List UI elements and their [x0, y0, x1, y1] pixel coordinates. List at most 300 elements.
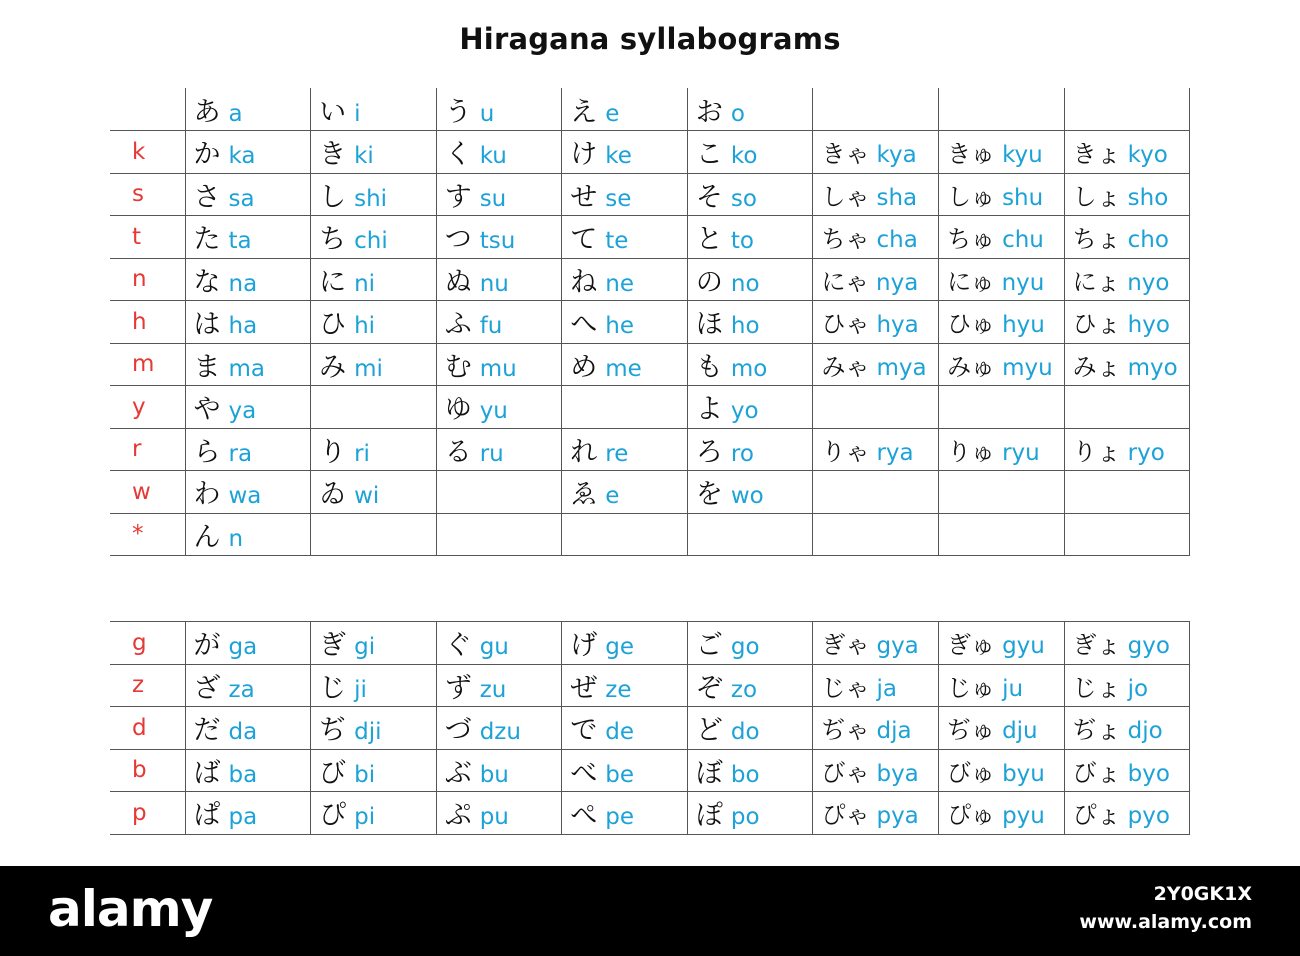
- romaji-reading: no: [730, 270, 760, 297]
- kana-cell: [185, 664, 311, 707]
- kana-glyph: ぎゅ: [947, 631, 996, 660]
- romaji-reading: bo: [730, 761, 760, 788]
- kana-cell: [1064, 664, 1190, 707]
- romaji-reading: djo: [1127, 718, 1163, 745]
- kana-row: [110, 428, 1190, 471]
- kana-glyph: さ: [193, 181, 221, 213]
- romaji-reading: me: [605, 355, 642, 382]
- romaji-reading: gi: [354, 634, 376, 661]
- romaji-reading: dja: [876, 718, 912, 745]
- kana-cell: [1064, 258, 1190, 301]
- kana-cell: [687, 471, 813, 514]
- kana-cell: [687, 664, 813, 707]
- kana-glyph: ぞ: [695, 672, 723, 704]
- kana-cell: [436, 386, 562, 429]
- kana-glyph: へ: [570, 309, 598, 341]
- kana-row: [110, 386, 1190, 429]
- kana-cell: [311, 301, 437, 344]
- kana-glyph: う: [444, 96, 472, 128]
- row-consonant-label: d: [110, 707, 185, 750]
- romaji-reading: ri: [354, 440, 370, 467]
- kana-cell: [311, 664, 437, 707]
- kana-glyph: じょ: [1072, 673, 1121, 702]
- kana-cell: [687, 707, 813, 750]
- kana-glyph: ぴょ: [1072, 801, 1121, 830]
- kana-glyph: こ: [695, 139, 723, 171]
- kana-glyph: ば: [193, 757, 221, 789]
- kana-cell: [1064, 513, 1190, 556]
- romaji-reading: pyu: [1002, 803, 1045, 830]
- romaji-reading: ge: [605, 634, 635, 661]
- kana-cell: [562, 792, 688, 835]
- kana-glyph: き: [319, 139, 347, 171]
- kana-cell: [436, 258, 562, 301]
- kana-glyph: じゅ: [947, 673, 996, 702]
- brand-logo: alamy: [48, 880, 213, 938]
- kana-row: [110, 216, 1190, 259]
- kana-cell: [185, 707, 311, 750]
- kana-cell: [436, 622, 562, 665]
- kana-cell: [185, 428, 311, 471]
- kana-glyph: ぼ: [695, 757, 723, 789]
- kana-glyph: しょ: [1072, 182, 1121, 211]
- row-consonant-label: n: [110, 258, 185, 301]
- romaji-reading: dji: [354, 719, 382, 746]
- row-consonant-label: k: [110, 131, 185, 174]
- romaji-reading: wi: [354, 483, 380, 510]
- romaji-reading: chu: [1002, 227, 1044, 254]
- kana-glyph: ぴ: [319, 800, 347, 832]
- kana-cell: [562, 707, 688, 750]
- romaji-reading: ke: [605, 143, 632, 170]
- kana-cell: [311, 173, 437, 216]
- romaji-reading: o: [730, 100, 745, 127]
- kana-glyph: ご: [695, 630, 723, 662]
- kana-glyph: べ: [570, 757, 598, 789]
- kana-glyph: りゅ: [947, 437, 996, 466]
- kana-cell: [813, 88, 939, 131]
- kana-glyph: が: [193, 630, 221, 662]
- kana-cell: [311, 216, 437, 259]
- kana-glyph: きゃ: [821, 140, 870, 169]
- romaji-reading: ne: [605, 270, 635, 297]
- kana-cell: [1064, 471, 1190, 514]
- romaji-reading: yo: [730, 398, 759, 425]
- kana-glyph: じ: [319, 672, 347, 704]
- romaji-reading: ru: [479, 440, 504, 467]
- kana-cell: [813, 792, 939, 835]
- kana-row: [110, 258, 1190, 301]
- kana-glyph: ちゅ: [947, 225, 996, 254]
- romaji-reading: tsu: [479, 228, 516, 255]
- romaji-reading: zo: [730, 676, 758, 703]
- romaji-reading: nya: [876, 269, 919, 296]
- romaji-reading: myo: [1127, 354, 1178, 381]
- romaji-reading: nu: [479, 270, 509, 297]
- romaji-reading: ta: [228, 228, 252, 255]
- kana-cell: [939, 428, 1065, 471]
- kana-cell: [813, 301, 939, 344]
- kana-glyph: にょ: [1072, 267, 1121, 296]
- kana-glyph: む: [444, 351, 472, 383]
- kana-cell: [687, 386, 813, 429]
- romaji-reading: pa: [228, 804, 258, 831]
- kana-cell: [1064, 88, 1190, 131]
- kana-glyph: つ: [444, 224, 472, 256]
- kana-glyph: れ: [570, 436, 598, 468]
- romaji-reading: chi: [354, 228, 388, 255]
- kana-glyph: ぴゅ: [947, 801, 996, 830]
- kana-glyph: ぎ: [319, 630, 347, 662]
- kana-glyph: ざ: [193, 672, 221, 704]
- kana-glyph: ぜ: [570, 672, 598, 704]
- romaji-reading: fu: [479, 313, 503, 340]
- kana-glyph: にゃ: [821, 267, 869, 296]
- kana-glyph: け: [570, 139, 598, 171]
- site-url: www.alamy.com: [1079, 911, 1252, 933]
- kana-cell: [311, 792, 437, 835]
- kana-glyph: せ: [570, 181, 598, 213]
- kana-cell: [562, 664, 688, 707]
- kana-glyph: よ: [695, 394, 723, 426]
- kana-cell: [939, 707, 1065, 750]
- kana-glyph: ゆ: [444, 394, 472, 426]
- kana-cell: [185, 792, 311, 835]
- kana-cell: [562, 386, 688, 429]
- kana-glyph: ず: [444, 672, 472, 704]
- romaji-reading: cha: [876, 227, 918, 254]
- kana-glyph: ら: [193, 436, 221, 468]
- kana-cell: [813, 258, 939, 301]
- main-kana-table: [110, 88, 1190, 556]
- romaji-reading: nyu: [1001, 269, 1045, 296]
- kana-cell: [436, 343, 562, 386]
- kana-cell: [813, 131, 939, 174]
- kana-glyph: ひゅ: [947, 310, 996, 339]
- kana-cell: [436, 707, 562, 750]
- kana-cell: [939, 471, 1065, 514]
- romaji-reading: he: [605, 313, 635, 340]
- kana-glyph: ぺ: [570, 800, 598, 832]
- kana-cell: [185, 386, 311, 429]
- romaji-reading: te: [605, 228, 629, 255]
- kana-cell: [311, 386, 437, 429]
- image-id: 2Y0GK1X: [1153, 883, 1252, 905]
- kana-cell: [562, 88, 688, 131]
- row-consonant-label: b: [110, 749, 185, 792]
- romaji-reading: ka: [228, 143, 256, 170]
- romaji-reading: so: [730, 185, 757, 212]
- row-consonant-label: m: [110, 343, 185, 386]
- kana-glyph: て: [570, 224, 598, 256]
- kana-cell: [185, 131, 311, 174]
- kana-cell: [813, 428, 939, 471]
- romaji-reading: ku: [479, 143, 507, 170]
- kana-row: [110, 173, 1190, 216]
- kana-glyph: な: [193, 266, 221, 298]
- voiced-kana-table: [110, 621, 1190, 835]
- kana-cell: [185, 258, 311, 301]
- romaji-reading: i: [354, 100, 361, 127]
- kana-cell: [185, 749, 311, 792]
- romaji-reading: byo: [1127, 760, 1170, 787]
- kana-glyph: お: [695, 96, 723, 128]
- romaji-reading: ho: [730, 313, 760, 340]
- romaji-reading: e: [605, 100, 620, 127]
- kana-cell: [311, 88, 437, 131]
- romaji-reading: ro: [730, 440, 754, 467]
- romaji-reading: sa: [228, 185, 255, 212]
- kana-cell: [562, 131, 688, 174]
- kana-cell: [687, 343, 813, 386]
- kana-cell: [1064, 343, 1190, 386]
- kana-glyph: の: [695, 266, 723, 298]
- kana-cell: [311, 622, 437, 665]
- kana-cell: [687, 428, 813, 471]
- kana-cell: [1064, 749, 1190, 792]
- kana-glyph: み: [319, 351, 347, 383]
- romaji-reading: gu: [479, 634, 509, 661]
- kana-glyph: ね: [570, 266, 598, 298]
- kana-glyph: は: [193, 309, 221, 341]
- kana-cell: [687, 792, 813, 835]
- kana-cell: [687, 131, 813, 174]
- kana-cell: [436, 88, 562, 131]
- kana-glyph: ま: [193, 351, 221, 383]
- kana-glyph: か: [193, 139, 221, 171]
- romaji-reading: dzu: [479, 719, 521, 746]
- kana-cell: [436, 792, 562, 835]
- romaji-reading: mya: [876, 354, 927, 381]
- kana-glyph: きゅ: [947, 140, 996, 169]
- romaji-reading: cho: [1127, 227, 1169, 254]
- romaji-reading: yu: [479, 398, 508, 425]
- romaji-reading: hyu: [1002, 312, 1045, 339]
- romaji-reading: ji: [354, 676, 367, 703]
- romaji-reading: do: [730, 719, 760, 746]
- kana-cell: [939, 88, 1065, 131]
- kana-cell: [939, 216, 1065, 259]
- row-consonant-label: t: [110, 216, 185, 259]
- romaji-reading: sho: [1127, 184, 1169, 211]
- kana-glyph: ん: [193, 521, 221, 553]
- kana-cell: [562, 471, 688, 514]
- kana-cell: [813, 343, 939, 386]
- romaji-reading: za: [228, 676, 255, 703]
- romaji-reading: da: [228, 719, 258, 746]
- romaji-reading: ze: [605, 676, 632, 703]
- page-title: Hiragana syllabograms: [459, 22, 841, 56]
- kana-cell: [185, 88, 311, 131]
- row-consonant-label: z: [110, 664, 185, 707]
- kana-cell: [311, 513, 437, 556]
- kana-glyph: に: [319, 266, 347, 298]
- kana-cell: [311, 258, 437, 301]
- kana-glyph: ぽ: [695, 800, 723, 832]
- kana-cell: [185, 471, 311, 514]
- kana-cell: [939, 622, 1065, 665]
- kana-glyph: り: [319, 436, 347, 468]
- kana-row: [110, 792, 1190, 835]
- watermark-footer: [0, 866, 1300, 956]
- romaji-reading: go: [730, 634, 760, 661]
- kana-cell: [436, 428, 562, 471]
- row-consonant-label: y: [110, 386, 185, 429]
- romaji-reading: shi: [354, 185, 388, 212]
- romaji-reading: sha: [876, 184, 918, 211]
- kana-glyph: ぎょ: [1072, 631, 1121, 660]
- romaji-reading: kyo: [1127, 142, 1168, 169]
- kana-glyph: ほ: [695, 309, 723, 341]
- kana-cell: [687, 173, 813, 216]
- kana-glyph: ぶ: [444, 757, 472, 789]
- kana-glyph: ぱ: [193, 800, 221, 832]
- kana-glyph: ひゃ: [821, 310, 870, 339]
- kana-glyph: びゃ: [821, 758, 870, 787]
- kana-glyph: ぐ: [444, 630, 472, 662]
- kana-glyph: で: [570, 715, 598, 747]
- kana-cell: [1064, 301, 1190, 344]
- kana-cell: [436, 749, 562, 792]
- kana-glyph: ちゃ: [821, 225, 870, 254]
- kana-cell: [185, 622, 311, 665]
- kana-cell: [436, 301, 562, 344]
- kana-glyph: だ: [193, 715, 221, 747]
- kana-row: [110, 343, 1190, 386]
- romaji-reading: wo: [730, 483, 764, 510]
- romaji-reading: mo: [730, 355, 768, 382]
- romaji-reading: pi: [354, 804, 376, 831]
- romaji-reading: ja: [876, 675, 897, 702]
- kana-glyph: ぎゃ: [821, 631, 870, 660]
- romaji-reading: ba: [228, 761, 258, 788]
- kana-cell: [562, 216, 688, 259]
- kana-glyph: ち: [319, 224, 347, 256]
- kana-cell: [687, 216, 813, 259]
- kana-cell: [562, 749, 688, 792]
- kana-cell: [687, 513, 813, 556]
- romaji-reading: ya: [228, 398, 257, 425]
- kana-glyph: みょ: [1072, 352, 1121, 381]
- kana-glyph: や: [193, 394, 221, 426]
- kana-cell: [1064, 622, 1190, 665]
- romaji-reading: mu: [479, 355, 517, 382]
- kana-cell: [939, 173, 1065, 216]
- kana-cell: [1064, 173, 1190, 216]
- kana-cell: [562, 343, 688, 386]
- romaji-reading: nyo: [1127, 269, 1170, 296]
- kana-cell: [813, 707, 939, 750]
- kana-glyph: ぢゃ: [821, 716, 870, 745]
- kana-cell: [1064, 707, 1190, 750]
- kana-cell: [436, 471, 562, 514]
- kana-cell: [813, 622, 939, 665]
- romaji-reading: gya: [876, 633, 919, 660]
- kana-glyph: みゅ: [947, 352, 996, 381]
- row-consonant-label: w: [110, 471, 185, 514]
- kana-glyph: みゃ: [821, 352, 870, 381]
- kana-cell: [1064, 386, 1190, 429]
- romaji-reading: mi: [354, 355, 383, 382]
- kana-row: [110, 471, 1190, 514]
- kana-glyph: と: [695, 224, 723, 256]
- romaji-reading: ryu: [1002, 439, 1040, 466]
- kana-cell: [813, 664, 939, 707]
- kana-glyph: す: [444, 181, 472, 213]
- kana-glyph: ぴゃ: [821, 801, 870, 830]
- romaji-reading: hyo: [1127, 312, 1170, 339]
- kana-cell: [436, 131, 562, 174]
- kana-cell: [939, 664, 1065, 707]
- romaji-reading: pyo: [1127, 803, 1170, 830]
- kana-glyph: そ: [695, 181, 723, 213]
- kana-glyph: げ: [570, 630, 598, 662]
- kana-glyph: じゃ: [821, 673, 870, 702]
- kana-cell: [813, 386, 939, 429]
- romaji-reading: jo: [1127, 675, 1149, 702]
- kana-glyph: きょ: [1072, 140, 1121, 169]
- romaji-reading: bya: [876, 760, 919, 787]
- kana-glyph: ど: [695, 715, 723, 747]
- romaji-reading: gyo: [1127, 633, 1170, 660]
- romaji-reading: po: [730, 804, 760, 831]
- kana-glyph: る: [444, 436, 472, 468]
- kana-glyph: ぢょ: [1072, 716, 1121, 745]
- kana-cell: [436, 664, 562, 707]
- kana-glyph: ぬ: [444, 266, 472, 298]
- kana-cell: [687, 258, 813, 301]
- kana-glyph: づ: [444, 715, 472, 747]
- kana-cell: [562, 513, 688, 556]
- kana-glyph: く: [444, 139, 472, 171]
- romaji-reading: ko: [730, 143, 758, 170]
- kana-cell: [562, 301, 688, 344]
- kana-cell: [436, 173, 562, 216]
- kana-row: [110, 664, 1190, 707]
- romaji-reading: su: [479, 185, 507, 212]
- kana-glyph: にゅ: [947, 267, 995, 296]
- kana-cell: [813, 216, 939, 259]
- romaji-reading: bi: [354, 761, 376, 788]
- kana-glyph: びょ: [1072, 758, 1121, 787]
- romaji-reading: e: [605, 483, 620, 510]
- kana-glyph: い: [319, 96, 347, 128]
- romaji-reading: ki: [354, 143, 374, 170]
- kana-row: [110, 513, 1190, 556]
- romaji-reading: gyu: [1002, 633, 1045, 660]
- kana-glyph: ろ: [695, 436, 723, 468]
- kana-cell: [1064, 216, 1190, 259]
- kana-row: [110, 301, 1190, 344]
- row-consonant-label: [110, 88, 185, 131]
- kana-glyph: わ: [193, 479, 221, 511]
- kana-cell: [436, 216, 562, 259]
- romaji-reading: kyu: [1002, 142, 1043, 169]
- kana-cell: [939, 513, 1065, 556]
- kana-glyph: を: [695, 479, 723, 511]
- romaji-reading: ra: [228, 440, 253, 467]
- kana-row: [110, 707, 1190, 750]
- kana-cell: [185, 343, 311, 386]
- kana-cell: [1064, 428, 1190, 471]
- romaji-reading: dju: [1002, 718, 1038, 745]
- kana-glyph: ぷ: [444, 800, 472, 832]
- kana-glyph: びゅ: [947, 758, 996, 787]
- kana-glyph: し: [319, 181, 347, 213]
- romaji-reading: a: [228, 100, 243, 127]
- romaji-reading: pe: [605, 804, 635, 831]
- romaji-reading: be: [605, 761, 635, 788]
